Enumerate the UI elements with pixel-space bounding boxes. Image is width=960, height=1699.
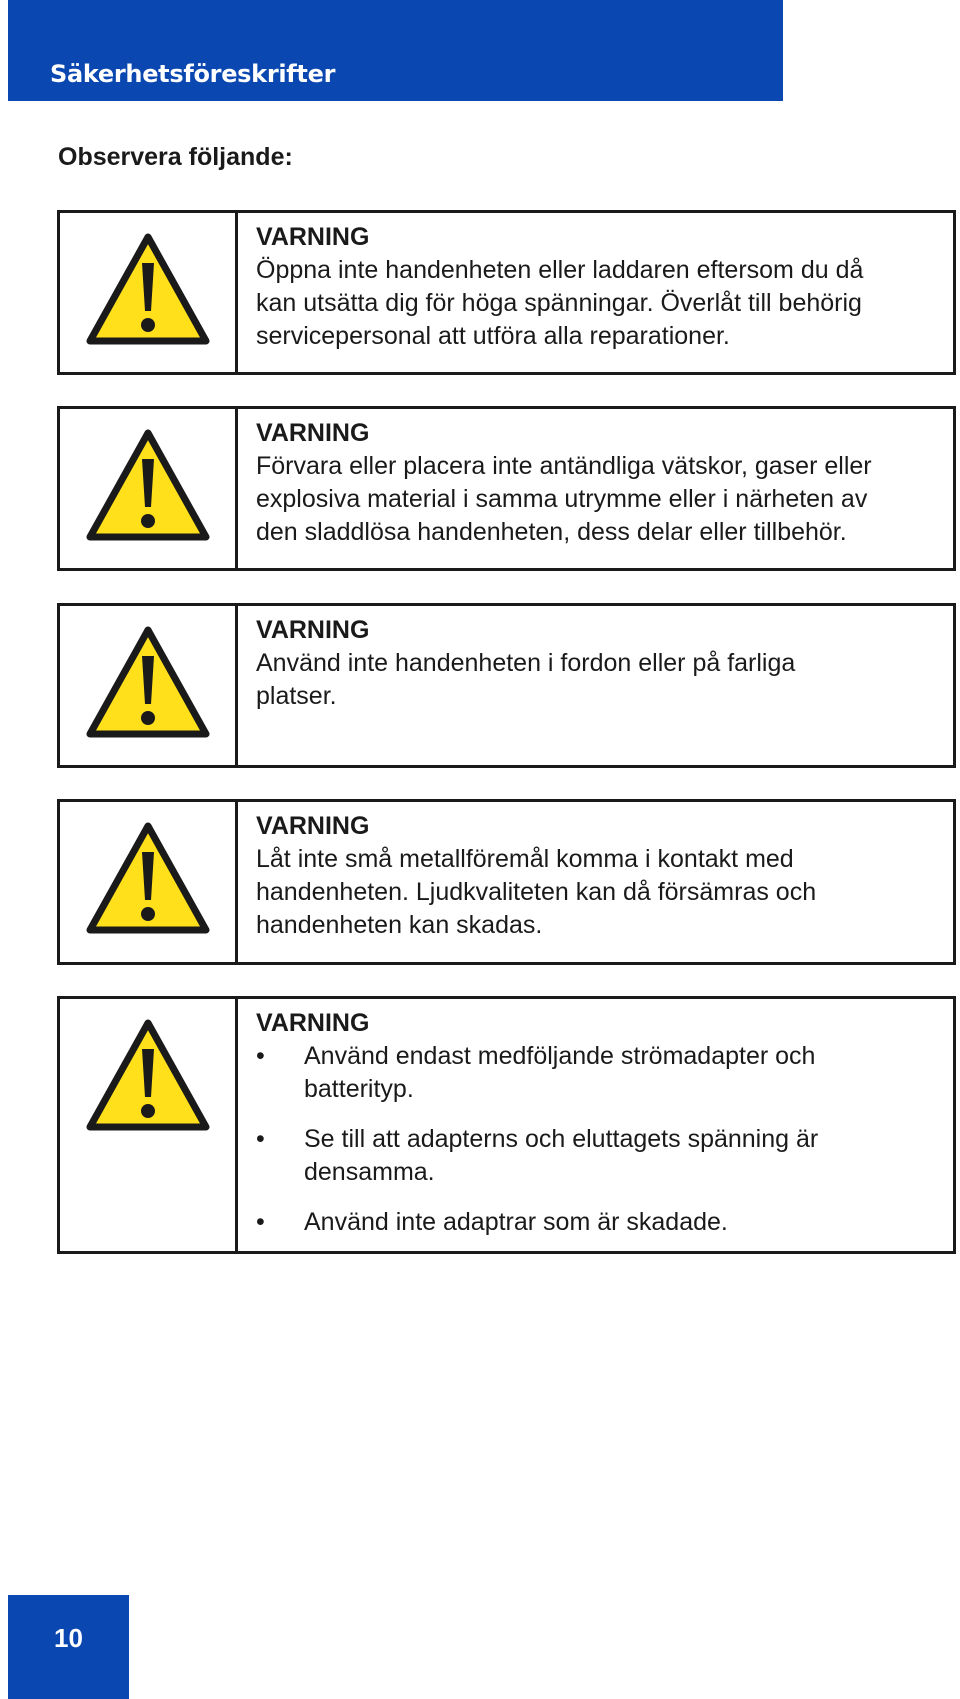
bullet-dot: •	[256, 1208, 265, 1236]
warning-triangle-icon	[84, 231, 212, 349]
warning-text	[256, 1007, 933, 1256]
warning-line: kan utsätta dig för höga spänningar. Överlåt till behörig	[256, 289, 862, 317]
warning-title: VARNING	[256, 419, 370, 447]
warning-box	[57, 210, 956, 375]
warning-title: VARNING	[256, 223, 370, 251]
intro-heading: Observera följande:	[58, 143, 293, 171]
warning-box	[57, 406, 956, 571]
bullet-dot: •	[256, 1125, 265, 1153]
warning-text	[256, 417, 933, 549]
warning-line: Låt inte små metallföremål komma i kontakt med	[256, 845, 794, 873]
page-number-box	[8, 1595, 129, 1699]
warning-line: servicepersonal att utföra alla reparationer.	[256, 322, 730, 350]
warning-title: VARNING	[256, 812, 370, 840]
warning-triangle-icon	[84, 820, 212, 938]
bullet-line: Använd inte adaptrar som är skadade.	[304, 1208, 728, 1236]
warning-box	[57, 799, 956, 965]
warning-line: handenheten. Ljudkvaliteten kan då försämras och	[256, 878, 817, 906]
bullet-item	[256, 1040, 933, 1106]
warning-line: handenheten kan skadas.	[256, 911, 543, 939]
icon-cell	[60, 213, 238, 372]
bullet-item	[256, 1206, 933, 1239]
icon-cell	[60, 409, 238, 568]
page-number: 10	[54, 1623, 83, 1653]
warning-line: Förvara eller placera inte antändliga vätskor, gaser eller	[256, 452, 872, 480]
bullet-line: Se till att adapterns och eluttagets spänning är	[304, 1125, 819, 1153]
bullet-line: batterityp.	[304, 1075, 414, 1103]
warning-line: Öppna inte handenheten eller laddaren eftersom du då	[256, 256, 864, 284]
warning-box	[57, 996, 956, 1254]
warning-triangle-icon	[84, 624, 212, 742]
warning-text	[256, 614, 933, 713]
warning-title: VARNING	[256, 1009, 370, 1037]
warning-line: den sladdlösa handenheten, dess delar eller tillbehör.	[256, 518, 847, 546]
icon-cell	[60, 999, 238, 1251]
section-title: Säkerhetsföreskrifter	[50, 60, 336, 88]
warning-text	[256, 810, 933, 942]
warning-bullet-list	[256, 1040, 933, 1239]
bullet-item	[256, 1123, 933, 1189]
warning-box	[57, 603, 956, 768]
bullet-line: densamma.	[304, 1158, 435, 1186]
warning-triangle-icon	[84, 427, 212, 545]
warning-title: VARNING	[256, 616, 370, 644]
warning-line: explosiva material i samma utrymme eller i närheten av	[256, 485, 868, 513]
warning-triangle-icon	[84, 1017, 212, 1135]
warning-line: platser.	[256, 682, 337, 710]
warning-text	[256, 221, 933, 353]
bullet-line: Använd endast medföljande strömadapter och	[304, 1042, 816, 1070]
warning-line: Använd inte handenheten i fordon eller på farliga	[256, 649, 796, 677]
icon-cell	[60, 802, 238, 962]
icon-cell	[60, 606, 238, 765]
bullet-dot: •	[256, 1042, 265, 1070]
